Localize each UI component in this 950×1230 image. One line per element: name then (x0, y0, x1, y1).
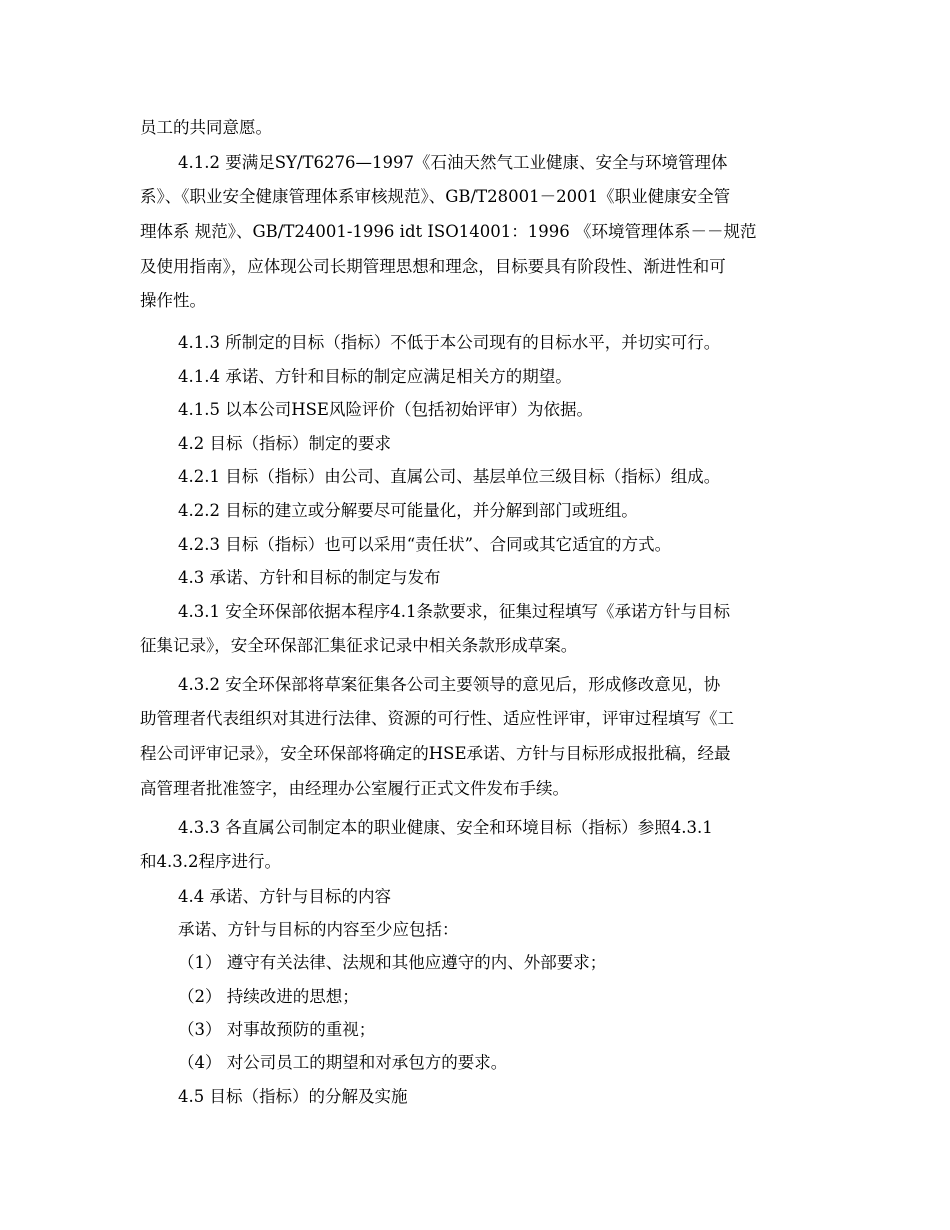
clause-4-2-1: 4.2.1 目标（指标）由公司、直属公司、基层单位三级目标（指标）组成。 (178, 467, 721, 486)
text-line: 操作性。 (140, 291, 206, 310)
clause-4-1-4: 4.1.4 承诺、方针和目标的制定应满足相关方的期望。 (178, 367, 572, 386)
clause-4-1-3: 4.1.3 所制定的目标（指标）不低于本公司现有的目标水平，并切实可行。 (178, 333, 721, 352)
text-line: 高管理者批准签字，由经理办公室履行正式文件发布手续。 (140, 779, 569, 798)
section-heading-4-2: 4.2 目标（指标）制定的要求 (178, 434, 391, 453)
text-line: 及使用指南》，应体现公司长期管理思想和理念，目标要具有阶段性、渐进性和可 (140, 257, 726, 276)
list-item: （1） 遵守有关法律、法规和其他应遵守的内、外部要求； (178, 953, 607, 972)
text-line: 员工的共同意愿。 (140, 118, 272, 137)
clause-4-3-1: 4.3.1 安全环保部依据本程序4.1条款要求，征集过程填写《承诺方针与目标 (178, 602, 730, 621)
section-heading-4-4: 4.4 承诺、方针与目标的内容 (178, 887, 391, 906)
clause-4-1-5: 4.1.5 以本公司HSE风险评价（包括初始评审）为依据。 (178, 400, 593, 419)
list-item: （2） 持续改进的思想； (178, 987, 359, 1006)
text-line: 系》、《职业安全健康管理体系审核规范》、GB/T28001－2001《职业健康安全管 (140, 187, 731, 206)
section-heading-4-3: 4.3 承诺、方针和目标的制定与发布 (178, 568, 441, 587)
list-item: （3） 对事故预防的重视； (178, 1020, 376, 1039)
section-heading-4-5: 4.5 目标（指标）的分解及实施 (178, 1087, 408, 1106)
text-line: 助管理者代表组织对其进行法律、资源的可行性、适应性评审，评审过程填写《工 (140, 709, 734, 728)
text-line: 程公司评审记录》，安全环保部将确定的HSE承诺、方针与目标形成报批稿，经最 (140, 744, 731, 763)
text-line: 承诺、方针与目标的内容至少应包括： (178, 920, 459, 939)
text-line: 征集记录》，安全环保部汇集征求记录中相关条款形成草案。 (140, 636, 578, 655)
list-item: （4） 对公司员工的期望和对承包方的要求。 (178, 1053, 508, 1072)
text-line: 理体系 规范》、GB/T24001-1996 idt ISO14001：1996 《环境管理体系－－规范 (140, 222, 757, 241)
clause-4-3-2: 4.3.2 安全环保部将草案征集各公司主要领导的意见后，形成修改意见，协 (178, 675, 721, 694)
clause-4-2-3: 4.2.3 目标（指标）也可以采用“责任状”、合同或其它适宜的方式。 (178, 535, 672, 554)
clause-4-1-2: 4.1.2 要满足SY/T6276—1997《石油天然气工业健康、安全与环境管理体 (178, 153, 728, 172)
text-line: 和4.3.2程序进行。 (140, 852, 281, 871)
clause-4-3-3: 4.3.3 各直属公司制定本的职业健康、安全和环境目标（指标）参照4.3.1 (178, 818, 713, 837)
clause-4-2-2: 4.2.2 目标的建立或分解要尽可能量化，并分解到部门或班组。 (178, 501, 638, 520)
